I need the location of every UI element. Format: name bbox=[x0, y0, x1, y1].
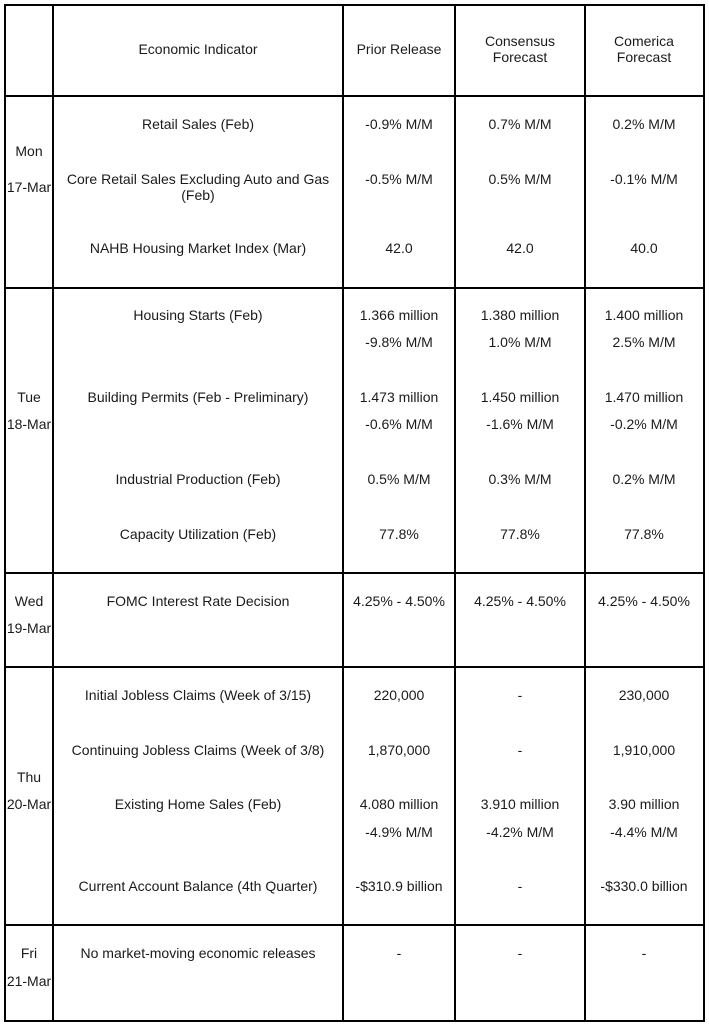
consensus-value: 42.0 bbox=[506, 240, 534, 256]
consensus-value: - bbox=[517, 687, 523, 703]
prior-value: -0.9% M/M bbox=[365, 116, 433, 132]
header-comerica: Comerica bbox=[614, 33, 674, 49]
header-prior-release: Prior Release bbox=[356, 41, 442, 57]
prior-value: -9.8% M/M bbox=[365, 334, 433, 350]
header-indicator: Economic Indicator bbox=[138, 41, 258, 57]
day-date: 21-Mar bbox=[6, 973, 52, 989]
indicator-name: Building Permits (Feb - Preliminary) bbox=[87, 389, 309, 405]
header-comerica-2: Forecast bbox=[616, 49, 672, 65]
grid-line bbox=[4, 95, 705, 97]
indicator-name: Continuing Jobless Claims (Week of 3/8) bbox=[71, 742, 325, 758]
grid-line bbox=[454, 4, 456, 1022]
comerica-value: 4.25% - 4.50% bbox=[598, 593, 690, 609]
comerica-value: 1,910,000 bbox=[612, 742, 676, 758]
prior-value: 42.0 bbox=[385, 240, 413, 256]
indicator-name: FOMC Interest Rate Decision bbox=[106, 593, 290, 609]
prior-value: 0.5% M/M bbox=[367, 471, 431, 487]
prior-value: - bbox=[396, 945, 402, 961]
day-weekday: Wed bbox=[14, 593, 44, 609]
consensus-value: - bbox=[517, 878, 523, 894]
comerica-value: 230,000 bbox=[618, 687, 670, 703]
consensus-value: - bbox=[517, 945, 523, 961]
day-date: 18-Mar bbox=[6, 416, 52, 432]
header-consensus-2: Forecast bbox=[492, 49, 548, 65]
indicator-name: Initial Jobless Claims (Week of 3/15) bbox=[84, 687, 312, 703]
comerica-value: 40.0 bbox=[630, 240, 658, 256]
comerica-value: 0.2% M/M bbox=[612, 471, 676, 487]
indicator-name: Retail Sales (Feb) bbox=[141, 116, 255, 132]
prior-value: 4.25% - 4.50% bbox=[353, 593, 445, 609]
indicator-name: No market-moving economic releases bbox=[80, 945, 316, 961]
grid-line bbox=[4, 4, 705, 6]
comerica-value: 1.400 million bbox=[604, 307, 684, 323]
consensus-value: 0.7% M/M bbox=[488, 116, 552, 132]
prior-value: -0.6% M/M bbox=[365, 416, 433, 432]
consensus-value: 4.25% - 4.50% bbox=[474, 593, 566, 609]
day-weekday: Mon bbox=[15, 143, 43, 159]
day-weekday: Thu bbox=[16, 769, 42, 785]
prior-value: 4.080 million bbox=[359, 796, 439, 812]
economic-calendar-table bbox=[4, 4, 705, 1022]
comerica-value: -0.1% M/M bbox=[610, 171, 678, 187]
indicator-name: Capacity Utilization (Feb) bbox=[119, 526, 277, 542]
comerica-value: -4.4% M/M bbox=[610, 824, 678, 840]
grid-line bbox=[4, 4, 6, 1022]
comerica-value: 1.470 million bbox=[604, 389, 684, 405]
consensus-value: 3.910 million bbox=[480, 796, 560, 812]
day-weekday: Fri bbox=[20, 945, 38, 961]
day-date: 17-Mar bbox=[6, 179, 52, 195]
header-consensus: Consensus bbox=[484, 33, 556, 49]
comerica-value: -$330.0 billion bbox=[600, 878, 688, 894]
indicator-name: NAHB Housing Market Index (Mar) bbox=[89, 240, 307, 256]
prior-value: -$310.9 billion bbox=[355, 878, 443, 894]
comerica-value: 77.8% bbox=[624, 526, 664, 542]
grid-line bbox=[4, 287, 705, 289]
consensus-value: 1.450 million bbox=[480, 389, 560, 405]
grid-line bbox=[52, 4, 54, 1022]
prior-value: -0.5% M/M bbox=[365, 171, 433, 187]
indicator-name: Existing Home Sales (Feb) bbox=[114, 796, 282, 812]
grid-line bbox=[703, 4, 705, 1022]
consensus-value: 1.380 million bbox=[480, 307, 560, 323]
day-date: 19-Mar bbox=[6, 620, 52, 636]
consensus-value: 1.0% M/M bbox=[488, 334, 552, 350]
day-weekday: Tue bbox=[17, 389, 41, 405]
comerica-value: 2.5% M/M bbox=[612, 334, 676, 350]
consensus-value: 0.3% M/M bbox=[488, 471, 552, 487]
prior-value: 220,000 bbox=[373, 687, 425, 703]
grid-line bbox=[4, 924, 705, 926]
comerica-value: 3.90 million bbox=[608, 796, 680, 812]
grid-line bbox=[4, 572, 705, 574]
indicator-name: Current Account Balance (4th Quarter) bbox=[78, 878, 318, 894]
grid-line bbox=[342, 4, 344, 1022]
grid-line bbox=[4, 666, 705, 668]
comerica-value: - bbox=[641, 945, 647, 961]
consensus-value: -4.2% M/M bbox=[486, 824, 554, 840]
prior-value: 1,870,000 bbox=[367, 742, 431, 758]
prior-value: -4.9% M/M bbox=[365, 824, 433, 840]
grid-line bbox=[4, 1020, 705, 1022]
consensus-value: -1.6% M/M bbox=[486, 416, 554, 432]
indicator-name: Housing Starts (Feb) bbox=[133, 307, 263, 323]
prior-value: 77.8% bbox=[379, 526, 419, 542]
comerica-value: 0.2% M/M bbox=[612, 116, 676, 132]
consensus-value: 77.8% bbox=[500, 526, 540, 542]
comerica-value: -0.2% M/M bbox=[610, 416, 678, 432]
prior-value: 1.366 million bbox=[359, 307, 439, 323]
consensus-value: - bbox=[517, 742, 523, 758]
consensus-value: 0.5% M/M bbox=[488, 171, 552, 187]
grid-line bbox=[584, 4, 586, 1022]
day-date: 20-Mar bbox=[6, 796, 52, 812]
indicator-name: Core Retail Sales Excluding Auto and Gas (Feb) bbox=[66, 171, 330, 203]
indicator-name: Industrial Production (Feb) bbox=[115, 471, 281, 487]
prior-value: 1.473 million bbox=[359, 389, 439, 405]
